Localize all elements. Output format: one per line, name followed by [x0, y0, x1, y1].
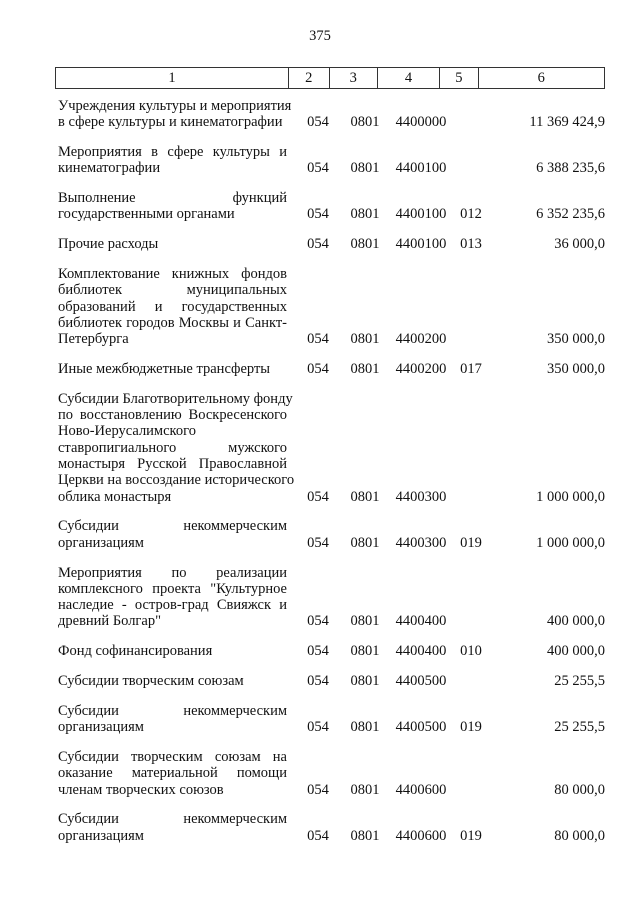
- cell-col-2: 054: [307, 331, 329, 348]
- cell-col-6: 80 000,0: [554, 781, 605, 798]
- table-row: [58, 266, 605, 347]
- row-description: [58, 266, 287, 347]
- header-col-1: 1: [168, 70, 176, 86]
- cell-col-2: 054: [307, 361, 329, 378]
- cell-col-3: 0801: [350, 160, 380, 177]
- cell-col-3: 0801: [350, 236, 380, 253]
- description-line: облика монастыря: [58, 488, 172, 505]
- row-description: [58, 361, 287, 377]
- cell-col-3: 0801: [350, 488, 380, 505]
- description-line: в сфере культуры и кинематографии: [58, 114, 283, 131]
- cell-col-4: 4400500: [395, 719, 447, 736]
- cell-col-4: 4400100: [395, 236, 447, 253]
- description-line: Петербурга: [58, 331, 129, 348]
- description-line: монастыря Русской Православной: [58, 456, 287, 473]
- cell-col-3: 0801: [350, 361, 380, 378]
- cell-col-3: 0801: [350, 331, 380, 348]
- cell-col-3: 0801: [350, 206, 380, 223]
- cell-col-2: 054: [307, 613, 329, 630]
- cell-col-5: 019: [460, 534, 482, 551]
- table-row: [58, 361, 605, 377]
- description-line: организациям: [58, 827, 144, 844]
- cell-col-4: 4400600: [395, 781, 447, 798]
- cell-col-3: 0801: [350, 781, 380, 798]
- table-body: [58, 98, 605, 857]
- description-line: образований и государственных: [58, 298, 287, 315]
- cell-col-3: 0801: [350, 719, 380, 736]
- header-col-5: 5: [439, 68, 478, 88]
- row-description: [58, 236, 287, 252]
- table-row: [58, 749, 605, 798]
- table-row: [58, 703, 605, 736]
- description-line: Комплектование книжных фондов: [58, 266, 287, 283]
- cell-col-4: 4400300: [395, 488, 447, 505]
- cell-col-3: 0801: [350, 534, 380, 551]
- cell-col-4: 4400000: [395, 114, 447, 131]
- description-line: организациям: [58, 719, 144, 736]
- cell-col-4: 4400200: [395, 331, 447, 348]
- cell-col-5: 010: [460, 643, 482, 660]
- description-line: Выполнение функций: [58, 190, 287, 207]
- description-line: Субсидии творческим союзам на: [58, 748, 287, 765]
- cell-col-5: 019: [460, 719, 482, 736]
- cell-col-6: 11 369 424,9: [529, 114, 605, 131]
- description-line: Церкви на воссоздание исторического: [58, 472, 295, 489]
- row-description: [58, 190, 287, 223]
- cell-col-2: 054: [307, 534, 329, 551]
- description-line: библиотек городов Москвы и Санкт-: [58, 314, 287, 331]
- table-header: [55, 67, 605, 89]
- row-description: [58, 144, 287, 177]
- description-line: Субсидии творческим союзам: [58, 673, 244, 690]
- table-row: [58, 643, 605, 659]
- description-line: древний Болгар": [58, 613, 161, 630]
- cell-col-6: 1 000 000,0: [536, 488, 605, 505]
- cell-col-4: 4400100: [395, 206, 447, 223]
- cell-col-6: 6 352 235,6: [536, 206, 605, 223]
- description-line: Субсидии Благотворительному фонду: [58, 390, 293, 407]
- description-line: оказание материальной помощи: [58, 765, 287, 782]
- cell-col-2: 054: [307, 781, 329, 798]
- description-line: Фонд софинансирования: [58, 643, 213, 660]
- cell-col-5: 013: [460, 236, 482, 253]
- cell-col-6: 25 255,5: [554, 719, 605, 736]
- cell-col-3: 0801: [350, 114, 380, 131]
- table-row: [58, 190, 605, 223]
- row-description: [58, 673, 287, 689]
- cell-col-6: 36 000,0: [554, 236, 605, 253]
- row-description: [58, 98, 292, 131]
- table-row: [58, 144, 605, 177]
- cell-col-4: 4400300: [395, 534, 447, 551]
- description-line: членам творческих союзов: [58, 781, 224, 798]
- row-description: [58, 518, 287, 551]
- cell-col-5: 012: [460, 206, 482, 223]
- row-description: [58, 565, 287, 630]
- row-description: [58, 811, 287, 844]
- cell-col-6: 350 000,0: [547, 361, 605, 378]
- description-line: наследие - остров-град Свияжск и: [58, 597, 287, 614]
- cell-col-6: 400 000,0: [547, 613, 605, 630]
- description-line: комплексного проекта "Культурное: [58, 580, 287, 597]
- description-line: ставропигиального мужского: [58, 439, 287, 456]
- cell-col-4: 4400100: [395, 160, 447, 177]
- cell-col-2: 054: [307, 488, 329, 505]
- description-line: Субсидии некоммерческим: [58, 811, 287, 828]
- description-line: библиотек муниципальных: [58, 282, 287, 299]
- cell-col-4: 4400400: [395, 643, 447, 660]
- row-description: [58, 643, 287, 659]
- description-line: организациям: [58, 534, 144, 551]
- cell-col-3: 0801: [350, 643, 380, 660]
- page-number: 375: [309, 28, 331, 44]
- description-line: Иные межбюджетные трансферты: [58, 361, 271, 378]
- description-line: Мероприятия по реализации: [58, 564, 287, 581]
- cell-col-2: 054: [307, 827, 329, 844]
- cell-col-3: 0801: [350, 827, 380, 844]
- description-line: Субсидии некоммерческим: [58, 702, 287, 719]
- description-line: Учреждения культуры и мероприятия: [58, 98, 292, 114]
- table-row: [58, 391, 605, 505]
- cell-col-6: 1 000 000,0: [536, 534, 605, 551]
- cell-col-2: 054: [307, 643, 329, 660]
- cell-col-5: 017: [460, 361, 482, 378]
- cell-col-6: 80 000,0: [554, 827, 605, 844]
- table-row: [58, 98, 605, 131]
- cell-col-4: 4400200: [395, 361, 447, 378]
- cell-col-2: 054: [307, 114, 329, 131]
- header-col-4: 4: [377, 68, 439, 88]
- table-row: [58, 565, 605, 630]
- description-line: кинематографии: [58, 160, 161, 177]
- description-line: Ново-Иерусалимского: [58, 423, 196, 440]
- header-col-2: 2: [288, 68, 328, 88]
- cell-col-2: 054: [307, 206, 329, 223]
- cell-col-6: 350 000,0: [547, 331, 605, 348]
- description-line: государственными органами: [58, 206, 235, 223]
- cell-col-2: 054: [307, 673, 329, 690]
- description-line: Прочие расходы: [58, 236, 159, 253]
- row-description: [58, 390, 295, 505]
- description-line: Субсидии некоммерческим: [58, 518, 287, 535]
- cell-col-3: 0801: [350, 673, 380, 690]
- row-description: [58, 703, 287, 736]
- description-line: по восстановлению Воскресенского: [58, 407, 287, 424]
- cell-col-2: 054: [307, 160, 329, 177]
- header-col-3: 3: [329, 68, 377, 88]
- cell-col-4: 4400500: [395, 673, 447, 690]
- cell-col-4: 4400600: [395, 827, 447, 844]
- table-row: [58, 236, 605, 252]
- table-row: [58, 518, 605, 551]
- cell-col-6: 6 388 235,6: [536, 160, 605, 177]
- cell-col-4: 4400400: [395, 613, 447, 630]
- table-row: [58, 673, 605, 689]
- cell-col-2: 054: [307, 236, 329, 253]
- table-row: [58, 811, 605, 844]
- cell-col-2: 054: [307, 719, 329, 736]
- cell-col-3: 0801: [350, 613, 380, 630]
- cell-col-6: 400 000,0: [547, 643, 605, 660]
- header-col-6: 6: [478, 68, 604, 88]
- description-line: Мероприятия в сфере культуры и: [58, 144, 287, 161]
- cell-col-6: 25 255,5: [554, 673, 605, 690]
- cell-col-5: 019: [460, 827, 482, 844]
- row-description: [58, 749, 287, 798]
